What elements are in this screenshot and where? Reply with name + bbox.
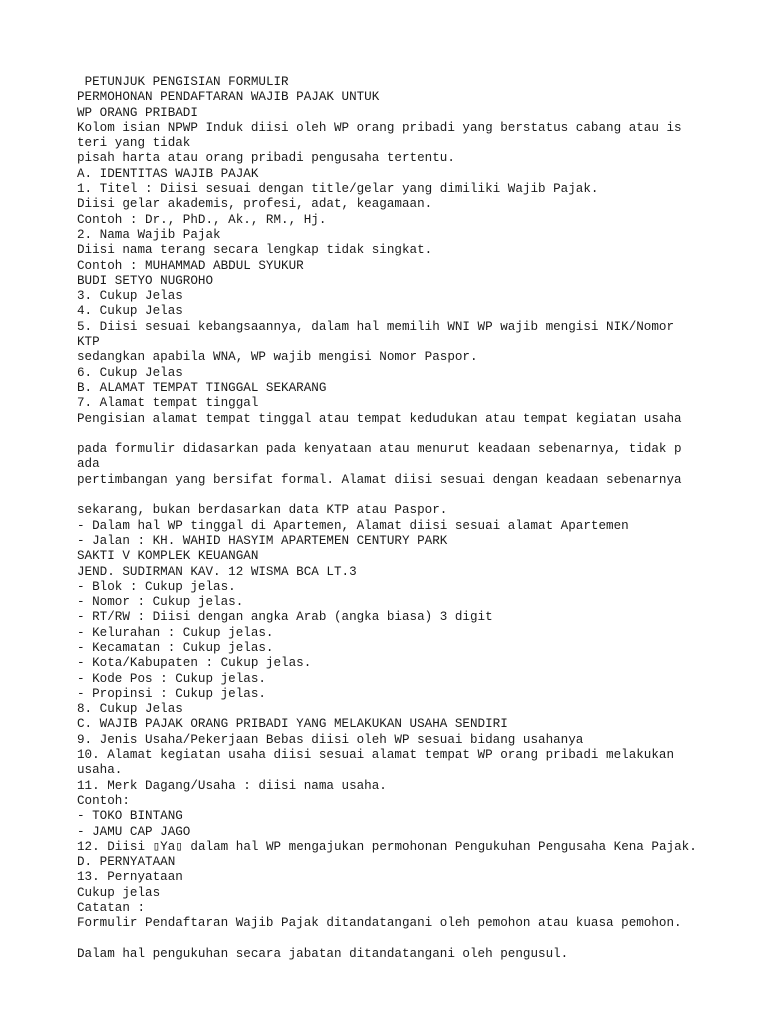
text-line: - Nomor : Cukup jelas. — [77, 595, 244, 610]
text-line: 12. Diisi ▯Ya▯ dalam hal WP mengajukan permohonan Pengukuhan Pengusaha Kena Pajak. — [77, 839, 697, 854]
text-line: usaha. — [77, 763, 123, 778]
document-body — [77, 75, 727, 962]
text-line: Pengisian alamat tempat tinggal atau tempat kedudukan atau tempat kegiatan usaha — [77, 411, 682, 426]
text-line: Contoh : MUHAMMAD ABDUL SYUKUR — [77, 258, 304, 273]
blank-line — [77, 488, 727, 503]
text-line: Cukup jelas — [77, 885, 161, 900]
text-line: Contoh: — [77, 793, 130, 808]
text-line: ada — [77, 457, 100, 472]
text-line: - TOKO BINTANG — [77, 809, 183, 824]
text-line: 9. Jenis Usaha/Pekerjaan Bebas diisi oleh WP sesuai bidang usahanya — [77, 732, 584, 747]
text-line: JEND. SUDIRMAN KAV. 12 WISMA BCA LT.3 — [77, 564, 357, 579]
text-line: - Kota/Kabupaten : Cukup jelas. — [77, 656, 312, 671]
text-line: pertimbangan yang bersifat formal. Alamat diisi sesuai dengan keadaan sebenarnya — [77, 472, 682, 487]
text-line: - Propinsi : Cukup jelas. — [77, 686, 266, 701]
text-line: sekarang, bukan berdasarkan data KTP atau Paspor. — [77, 503, 448, 518]
text-line: PETUNJUK PENGISIAN FORMULIR — [77, 75, 289, 89]
text-line: 4. Cukup Jelas — [77, 304, 183, 319]
blank-line — [77, 932, 727, 947]
text-line: KTP — [77, 335, 100, 350]
text-line: 10. Alamat kegiatan usaha diisi sesuai alamat tempat WP orang pribadi melakukan — [77, 748, 675, 763]
text-line: WP ORANG PRIBADI — [77, 105, 198, 120]
blank-line — [77, 427, 727, 442]
text-line: 1. Titel : Diisi sesuai dengan title/gelar yang dimiliki Wajib Pajak. — [77, 182, 599, 197]
text-line: - RT/RW : Diisi dengan angka Arab (angka biasa) 3 digit — [77, 610, 493, 625]
text-line: 5. Diisi sesuai kebangsaannya, dalam hal memilih WNI WP wajib mengisi NIK/Nomor — [77, 319, 675, 334]
text-line: - Blok : Cukup jelas. — [77, 579, 236, 594]
text-line: - Kode Pos : Cukup jelas. — [77, 671, 266, 686]
text-line: Diisi gelar akademis, profesi, adat, keagamaan. — [77, 197, 433, 212]
text-line: - Kelurahan : Cukup jelas. — [77, 625, 274, 640]
text-line: Diisi nama terang secara lengkap tidak singkat. — [77, 243, 433, 258]
text-line: - Jalan : KH. WAHID HASYIM APARTEMEN CENTURY PARK — [77, 533, 448, 548]
text-line: pada formulir didasarkan pada kenyataan atau menurut keadaan sebenarnya, tidak p — [77, 442, 682, 457]
text-line: 8. Cukup Jelas — [77, 702, 183, 717]
text-line: PERMOHONAN PENDAFTARAN WAJIB PAJAK UNTUK — [77, 90, 380, 105]
text-line: SAKTI V KOMPLEK KEUANGAN — [77, 549, 259, 564]
text-line: - Kecamatan : Cukup jelas. — [77, 640, 274, 655]
text-line: - JAMU CAP JAGO — [77, 824, 191, 839]
text-line: Dalam hal pengukuhan secara jabatan ditandatangani oleh pengusul. — [77, 946, 569, 961]
text-line: teri yang tidak — [77, 136, 191, 151]
text-line: C. WAJIB PAJAK ORANG PRIBADI YANG MELAKUKAN USAHA SENDIRI — [77, 717, 508, 732]
text-line: Contoh : Dr., PhD., Ak., RM., Hj. — [77, 212, 327, 227]
text-line: Kolom isian NPWP Induk diisi oleh WP orang pribadi yang berstatus cabang atau is — [77, 120, 682, 135]
text-line: 7. Alamat tempat tinggal — [77, 396, 259, 411]
text-line: 6. Cukup Jelas — [77, 365, 183, 380]
text-line: BUDI SETYO NUGROHO — [77, 273, 214, 288]
text-line: Catatan : — [77, 901, 146, 916]
text-line: A. IDENTITAS WAJIB PAJAK — [77, 166, 259, 181]
text-line: 2. Nama Wajib Pajak — [77, 227, 221, 242]
text-line: pisah harta atau orang pribadi pengusaha tertentu. — [77, 151, 455, 166]
text-line: B. ALAMAT TEMPAT TINGGAL SEKARANG — [77, 380, 327, 395]
text-line: - Dalam hal WP tinggal di Apartemen, Alamat diisi sesuai alamat Apartemen — [77, 518, 629, 533]
text-line: 11. Merk Dagang/Usaha : diisi nama usaha. — [77, 778, 387, 793]
text-line: 3. Cukup Jelas — [77, 289, 183, 304]
text-line: Formulir Pendaftaran Wajib Pajak ditandatangani oleh pemohon atau kuasa pemohon. — [77, 916, 682, 931]
text-line: sedangkan apabila WNA, WP wajib mengisi Nomor Paspor. — [77, 350, 478, 365]
text-line: 13. Pernyataan — [77, 870, 183, 885]
text-line: D. PERNYATAAN — [77, 855, 176, 870]
